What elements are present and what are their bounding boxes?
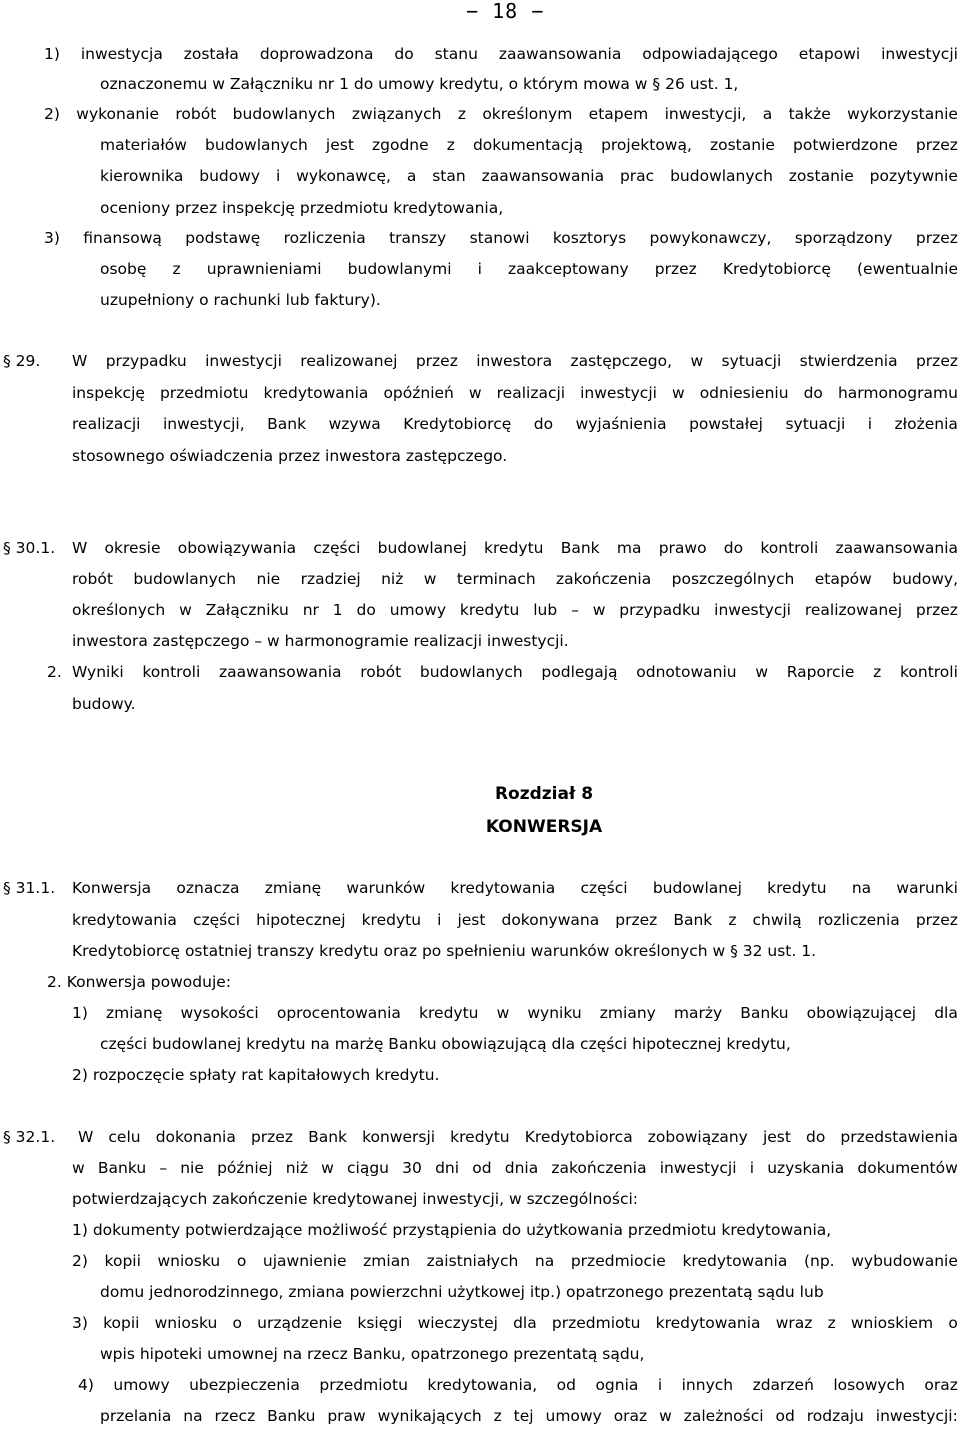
text-line: kierownika budowy i wykonawcę, a stan zaawansowania prac budowlanych zostanie pozytywnie (100, 167, 958, 185)
text-line: 2. Konwersja powoduje: (47, 973, 232, 991)
text-line: wpis hipoteki umownej na rzecz Banku, opatrzonego prezentatą sądu, (100, 1345, 645, 1363)
text-line: § 31.1. (3, 879, 56, 897)
text-line: 1) inwestycja została doprowadzona do stanu zaawansowania odpowiadającego etapowi inwestycji (44, 45, 958, 63)
text-line: potwierdzających zakończenie kredytowanej inwestycji, w szczególności: (72, 1190, 639, 1208)
text-line: Konwersja oznacza zmianę warunków kredytowania części budowlanej kredytu na warunki (72, 879, 958, 897)
text-line: 3) kopii wniosku o urządzenie księgi wieczystej dla przedmiotu kredytowania wraz z wnioskiem o (72, 1314, 958, 1332)
chapter-number: Rozdział 8 (494, 784, 594, 804)
text-line: W przypadku inwestycji realizowanej przez inwestora zastępczego, w sytuacji stwierdzenia przez (72, 352, 958, 370)
text-line: osobę z uprawnieniami budowlanymi i zaakceptowany przez Kredytobiorcę (ewentualnie (100, 260, 958, 278)
text-line: 2. (47, 663, 62, 681)
text-line: inwestora zastępczego – w harmonogramie realizacji inwestycji. (72, 632, 569, 650)
text-line: 2) kopii wniosku o ujawnienie zmian zaistniałych na przedmiocie kredytowania (np. wybudowanie (72, 1252, 958, 1270)
text-line: 1) dokumenty potwierdzające możliwość przystąpienia do użytkowania przedmiotu kredytowania, (72, 1221, 832, 1239)
text-line: robót budowlanych nie rzadziej niż w terminach zakończenia poszczególnych etapów budowy, (72, 570, 958, 588)
text-line: W celu dokonania przez Bank konwersji kredytu Kredytobiorca zobowiązany jest do przedstawienia (78, 1128, 958, 1146)
text-line: realizacji inwestycji, Bank wzywa Kredytobiorcę do wyjaśnienia powstałej sytuacji i złożenia (72, 415, 958, 433)
text-line: stosownego oświadczenia przez inwestora zastępczego. (72, 447, 508, 465)
text-line: domu jednorodzinnego, zmiana powierzchni użytkowej itp.) opatrzonego prezentatą sądu lub (100, 1283, 824, 1301)
text-line: uzupełniony o rachunki lub faktury). (100, 291, 381, 309)
chapter-title: KONWERSJA (485, 817, 603, 837)
text-line: Kredytobiorcę ostatniej transzy kredytu oraz po spełnieniu warunków określonych w § 32 ust. 1. (72, 942, 817, 960)
text-line: 1) zmianę wysokości oprocentowania kredytu w wyniku zmiany marży Banku obowiązującej dla (72, 1004, 958, 1022)
text-line: oznaczonemu w Załączniku nr 1 do umowy kredytu, o którym mowa w § 26 ust. 1, (100, 75, 739, 93)
text-line: budowy. (72, 695, 136, 713)
text-line: oceniony przez inspekcję przedmiotu kredytowania, (100, 199, 504, 217)
text-line: inspekcję przedmiotu kredytowania opóźnień w realizacji inwestycji w odniesieniu do harmonogramu (72, 384, 958, 402)
text-line: 2) rozpoczęcie spłaty rat kapitałowych kredytu. (72, 1066, 440, 1084)
text-line: materiałów budowlanych jest zgodne z dokumentacją projektową, zostanie potwierdzone przez (100, 136, 958, 154)
text-line: 4) umowy ubezpieczenia przedmiotu kredytowania, od ognia i innych zdarzeń losowych oraz (78, 1376, 958, 1394)
text-line: Wyniki kontroli zaawansowania robót budowlanych podlegają odnotowaniu w Raporcie z kontroli (72, 663, 958, 681)
text-line: § 29. (3, 352, 41, 370)
text-line: 3) finansową podstawę rozliczenia transzy stanowi kosztorys powykonawczy, sporządzony przez (44, 229, 958, 247)
text-line: części budowlanej kredytu na marżę Banku obowiązującą dla części hipotecznej kredytu, (100, 1035, 791, 1053)
text-line: 2) wykonanie robót budowlanych związanych z określonym etapem inwestycji, a także wykorzystanie (44, 105, 958, 123)
text-line: określonych w Załączniku nr 1 do umowy kredytu lub – w przypadku inwestycji realizowanej przez (72, 601, 958, 619)
text-line: W okresie obowiązywania części budowlanej kredytu Bank ma prawo do kontroli zaawansowania (72, 539, 958, 557)
text-line: § 30.1. (3, 539, 56, 557)
page-number: − 18 − (466, 0, 545, 23)
text-line: w Banku – nie później niż w ciągu 30 dni od dnia zakończenia inwestycji i uzyskania dokumentów (72, 1159, 958, 1177)
text-line: kredytowania części hipotecznej kredytu i jest dokonywana przez Bank z chwilą rozliczenia przez (72, 911, 958, 929)
text-line: przelania na rzecz Banku praw wynikających z tej umowy oraz w zależności od rodzaju inwestycji: (100, 1407, 958, 1425)
text-line: § 32.1. (3, 1128, 56, 1146)
